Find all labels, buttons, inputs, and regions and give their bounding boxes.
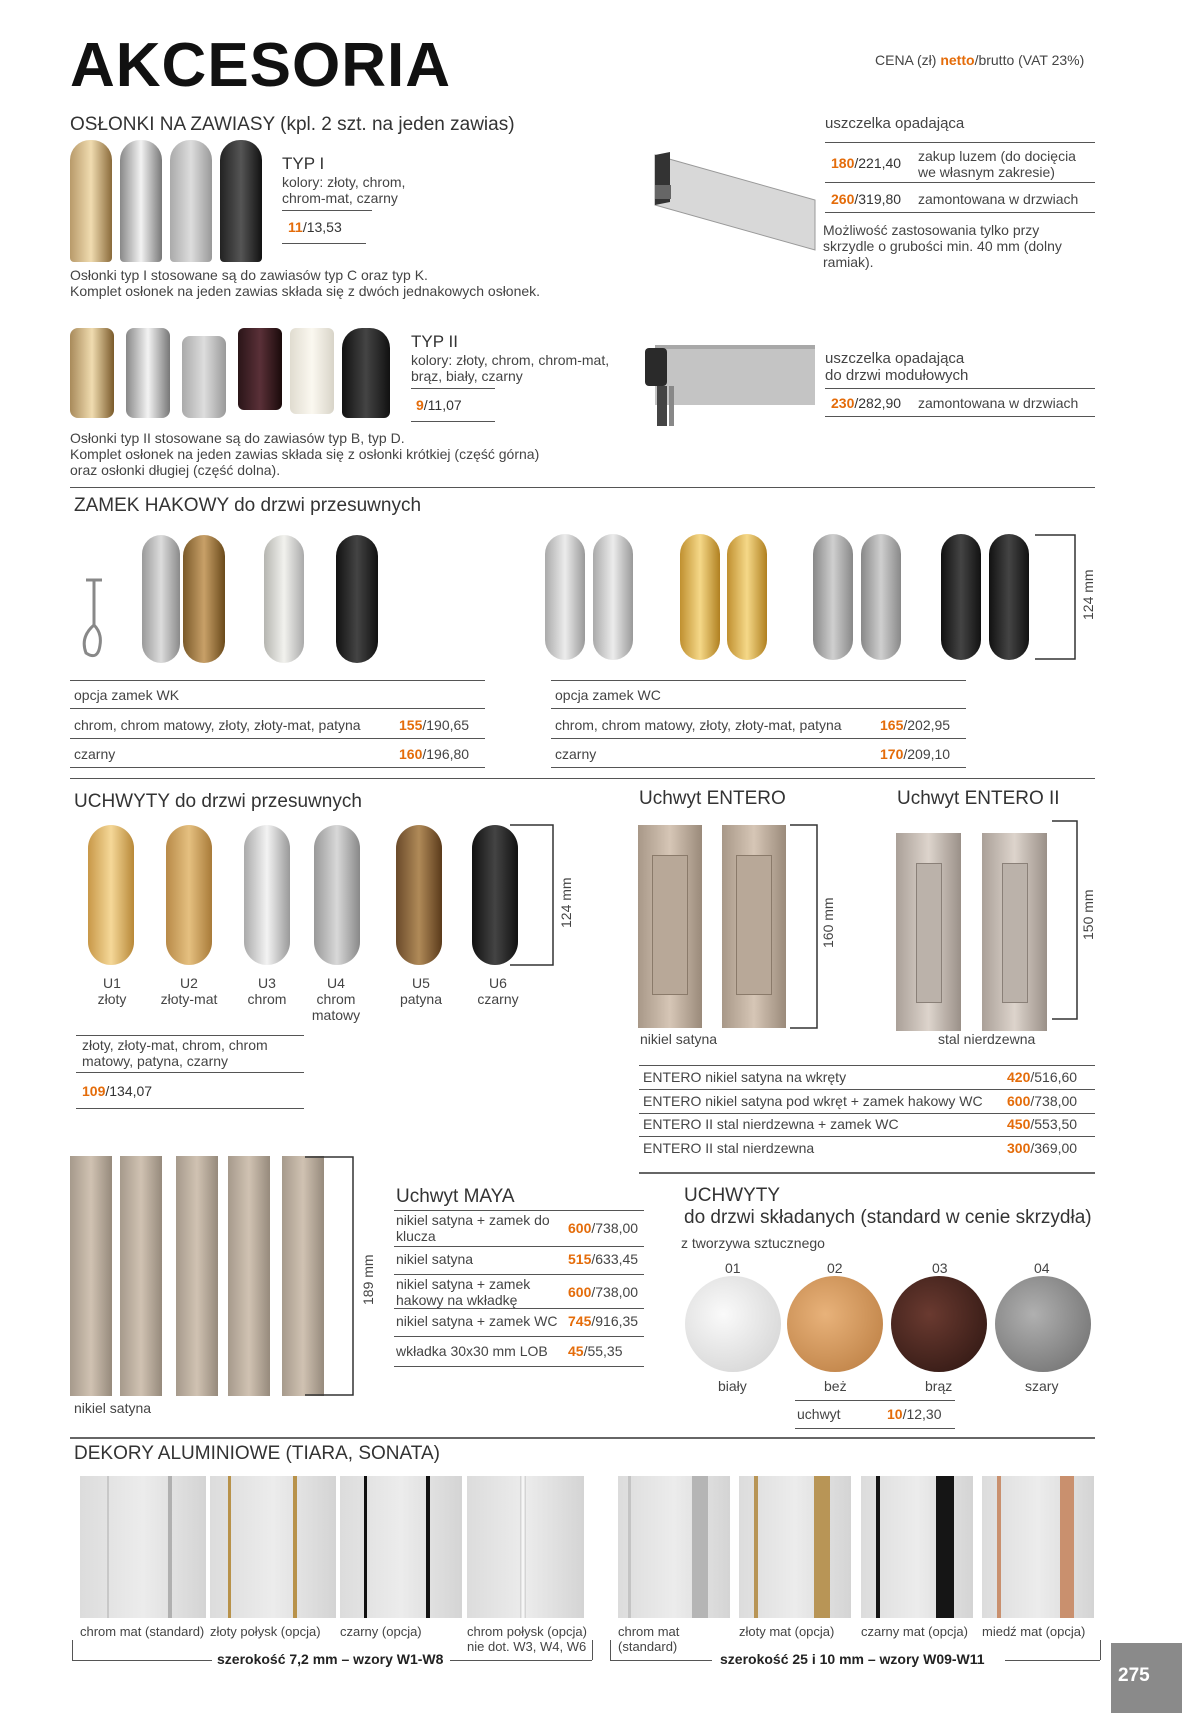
zamek-wk-row1-price: 155/190,65 [399, 717, 470, 733]
maya-dim-label: 189 mm [360, 1254, 376, 1305]
zamek-wc-row2-price: 170/209,10 [880, 746, 951, 762]
dekor-g1-stripe-1 [168, 1476, 172, 1618]
uszczelka-row1-price: 180/221,40 [831, 155, 902, 171]
skladane-code-03: 03 [932, 1260, 948, 1276]
page-title: AKCESORIA [70, 31, 452, 100]
uchwyt-u4: U4 chrom matowy [311, 975, 361, 1023]
typ1-colors: kolory: złoty, chrom, chrom-mat, czarny [282, 174, 406, 206]
maya-row3-desc: nikiel satyna + zamek hakowy na wkładkę [396, 1276, 531, 1308]
entero2-dim-label: 150 mm [1080, 889, 1096, 940]
skladane-title2: do drzwi składanych (standard w cenie skrzydła) [684, 1207, 1092, 1228]
zamek-wk-row2-desc: czarny [74, 746, 116, 762]
typ2-images [70, 328, 390, 418]
uszczelka-row2-price: 260/319,80 [831, 191, 902, 207]
maya-row4-desc: nikiel satyna + zamek WC [396, 1313, 558, 1329]
uchwyt-u2: U2 złoty-mat [160, 975, 218, 1007]
uszczelka-modul-price: 230/282,90 [831, 395, 902, 411]
typ2-price: 9/11,07 [416, 397, 462, 413]
entero2-title: Uchwyt ENTERO II [897, 788, 1060, 809]
typ2-title: TYP II [411, 332, 458, 351]
entero-row3-price: 450/553,50 [1007, 1116, 1078, 1132]
skladane-price: 10/12,30 [887, 1406, 942, 1422]
uchwyty-section-title: UCHWYTY do drzwi przesuwnych [74, 791, 362, 812]
maya-row5-price: 45/55,35 [568, 1343, 623, 1359]
typ2-note3: oraz osłonki długiej (część dolna). [70, 462, 281, 478]
skladane-circle-03 [891, 1276, 987, 1372]
uchwyty-dim-bracket [510, 824, 555, 966]
dekor-g2-tile-1 [618, 1476, 730, 1618]
uszczelka-modul-title1: uszczelka opadająca [825, 350, 965, 367]
oslonki-section-title: OSŁONKI NA ZAWIASY (kpl. 2 szt. na jeden zawias) [70, 114, 515, 135]
uszczelka-image [650, 140, 815, 260]
uchwyty-dim-label: 124 mm [558, 877, 574, 928]
uchwyt-u1: U1 złoty [97, 975, 127, 1007]
zamek-wk-row1-desc: chrom, chrom matowy, złoty, złoty-mat, patyna [74, 717, 361, 733]
entero-images [638, 825, 788, 1028]
dekor-g2-stripe-1 [692, 1476, 708, 1618]
uszczelka-row2-desc: zamontowana w drzwiach [918, 191, 1079, 207]
dekor-g1-caption: szerokość 7,2 mm – wzory W1-W8 [217, 1651, 444, 1667]
entero2-images [896, 833, 1051, 1031]
skladane-material: z tworzywa sztucznego [681, 1235, 825, 1251]
dekor-g1-label-2: złoty połysk (opcja) [210, 1624, 321, 1639]
zamek-dim-bracket [1030, 534, 1075, 660]
uszczelka-modul-title2: do drzwi modułowych [825, 367, 969, 384]
dekory-section-title: DEKORY ALUMINIOWE (TIARA, SONATA) [74, 1443, 440, 1464]
skladane-code-04: 04 [1034, 1260, 1050, 1276]
maya-row2-desc: nikiel satyna [396, 1251, 474, 1267]
uchwyty-colors: złoty, złoty-mat, chrom, chrom matowy, patyna, czarny [82, 1037, 268, 1069]
dekor-g2-stripe-2 [814, 1476, 830, 1618]
skladane-circle-01 [685, 1276, 781, 1372]
uchwyt-u6: U6 czarny [477, 975, 519, 1007]
zamek-wc-row1-price: 165/202,95 [880, 717, 951, 733]
entero2-dim-bracket [1052, 820, 1082, 1020]
price-note: CENA (zł) netto/brutto (VAT 23%) [875, 52, 1085, 68]
zamek-wc-images [545, 534, 1035, 662]
uchwyty-images [88, 825, 528, 965]
entero-title: Uchwyt ENTERO [639, 788, 786, 809]
skladane-name-04: szary [1025, 1378, 1059, 1394]
zamek-dim-label: 124 mm [1080, 569, 1096, 620]
entero2-label: stal nierdzewna [938, 1031, 1036, 1047]
skladane-code-01: 01 [725, 1260, 741, 1276]
dekor-g2-label-1: chrom mat (standard) [618, 1624, 680, 1654]
dekor-g2-caption: szerokość 25 i 10 mm – wzory W09-W11 [720, 1651, 985, 1667]
typ1-note2: Komplet osłonek na jeden zawias składa się z dwóch jednakowych osłonek. [70, 283, 541, 299]
dekor-g1-stripe-3 [426, 1476, 430, 1618]
uchwyt-u5: U5 patyna [399, 975, 443, 1007]
maya-row1-price: 600/738,00 [568, 1220, 639, 1236]
skladane-circle-02 [787, 1276, 883, 1372]
uchwyt-u3: U3 chrom [247, 975, 287, 1007]
typ2-note2: Komplet osłonek na jeden zawias składa się z osłonki krótkiej (część górna) [70, 446, 540, 462]
dekor-g2-stripe-3 [936, 1476, 954, 1618]
skladane-circle-04 [995, 1276, 1091, 1372]
zamek-wc-row2-desc: czarny [555, 746, 597, 762]
entero-row3-desc: ENTERO II stal nierdzewna + zamek WC [643, 1116, 899, 1132]
skladane-title1: UCHWYTY [684, 1185, 781, 1206]
typ1-images [70, 140, 265, 262]
uchwyty-price: 109/134,07 [82, 1083, 153, 1099]
typ1-title: TYP I [282, 154, 325, 173]
maya-title: Uchwyt MAYA [396, 1186, 515, 1207]
skladane-name-03: brąz [925, 1378, 953, 1394]
zamek-wk-title: opcja zamek WK [74, 687, 180, 703]
uszczelka-note: Możliwość zastosowania tylko przy skrzydle o grubości min. 40 mm (dolny ramiak). [823, 222, 1062, 270]
maya-row1-desc: nikiel satyna + zamek do klucza [396, 1212, 550, 1244]
entero-dim-bracket [790, 824, 820, 1029]
dekor-g1-label-1: chrom mat (standard) [80, 1624, 205, 1639]
typ2-note1: Osłonki typ II stosowane są do zawiasów typ B, typ D. [70, 430, 405, 446]
typ1-price: 11/13,53 [288, 219, 342, 235]
uszczelka-modul-desc: zamontowana w drzwiach [918, 395, 1079, 411]
entero-label: nikiel satyna [640, 1031, 718, 1047]
dekor-g2-label-4: miedź mat (opcja) [982, 1624, 1086, 1639]
skladane-code-02: 02 [827, 1260, 843, 1276]
maya-images [70, 1156, 325, 1396]
maya-row4-price: 745/916,35 [568, 1313, 639, 1329]
entero-row2-price: 600/738,00 [1007, 1093, 1078, 1109]
dekor-g1-tile-1 [80, 1476, 206, 1618]
maya-row5-desc: wkładka 30x30 mm LOB [396, 1343, 548, 1359]
skladane-price-label: uchwyt [797, 1406, 841, 1422]
entero-dim-label: 160 mm [820, 897, 836, 948]
dekor-g1-label-4: chrom połysk (opcja) nie dot. W3, W4, W6 [467, 1624, 587, 1654]
dekor-g2-label-3: czarny mat (opcja) [861, 1624, 968, 1639]
dekor-g2-label-2: złoty mat (opcja) [739, 1624, 835, 1639]
entero-row4-desc: ENTERO II stal nierdzewna [643, 1140, 815, 1156]
skladane-name-02: beż [824, 1378, 847, 1394]
zamek-section-title: ZAMEK HAKOWY do drzwi przesuwnych [74, 495, 422, 516]
maya-row3-price: 600/738,00 [568, 1284, 639, 1300]
typ1-note1: Osłonki typ I stosowane są do zawiasów typ C oraz typ K. [70, 267, 428, 283]
page-number: 275 [1118, 1665, 1150, 1686]
dekor-g1-stripe-4 [520, 1476, 526, 1618]
typ2-colors: kolory: złoty, chrom, chrom-mat, brąz, biały, czarny [411, 352, 610, 384]
entero-row1-price: 420/516,60 [1007, 1069, 1078, 1085]
skladane-name-01: biały [718, 1378, 747, 1394]
entero-row4-price: 300/369,00 [1007, 1140, 1078, 1156]
dekor-g1-tile-3 [340, 1476, 462, 1618]
maya-row2-price: 515/633,45 [568, 1251, 639, 1267]
uszczelka-row1-desc: zakup luzem (do docięcia we własnym zakresie) [918, 148, 1076, 180]
zamek-wk-images [76, 530, 396, 665]
zamek-wc-title: opcja zamek WC [555, 687, 661, 703]
zamek-wc-row1-desc: chrom, chrom matowy, złoty, złoty-mat, patyna [555, 717, 842, 733]
maya-dim-bracket [305, 1156, 355, 1396]
entero-row1-desc: ENTERO nikiel satyna na wkręty [643, 1069, 847, 1085]
maya-label: nikiel satyna [74, 1400, 152, 1416]
dekor-g1-stripe-2 [293, 1476, 297, 1618]
dekor-g1-label-3: czarny (opcja) [340, 1624, 422, 1639]
entero-row2-desc: ENTERO nikiel satyna pod wkręt + zamek hakowy WC [643, 1093, 983, 1109]
uszczelka-modul-image [645, 340, 815, 432]
dekor-g2-stripe-4 [1060, 1476, 1074, 1618]
uszczelka-title: uszczelka opadająca [825, 115, 965, 132]
zamek-wk-row2-price: 160/196,80 [399, 746, 470, 762]
